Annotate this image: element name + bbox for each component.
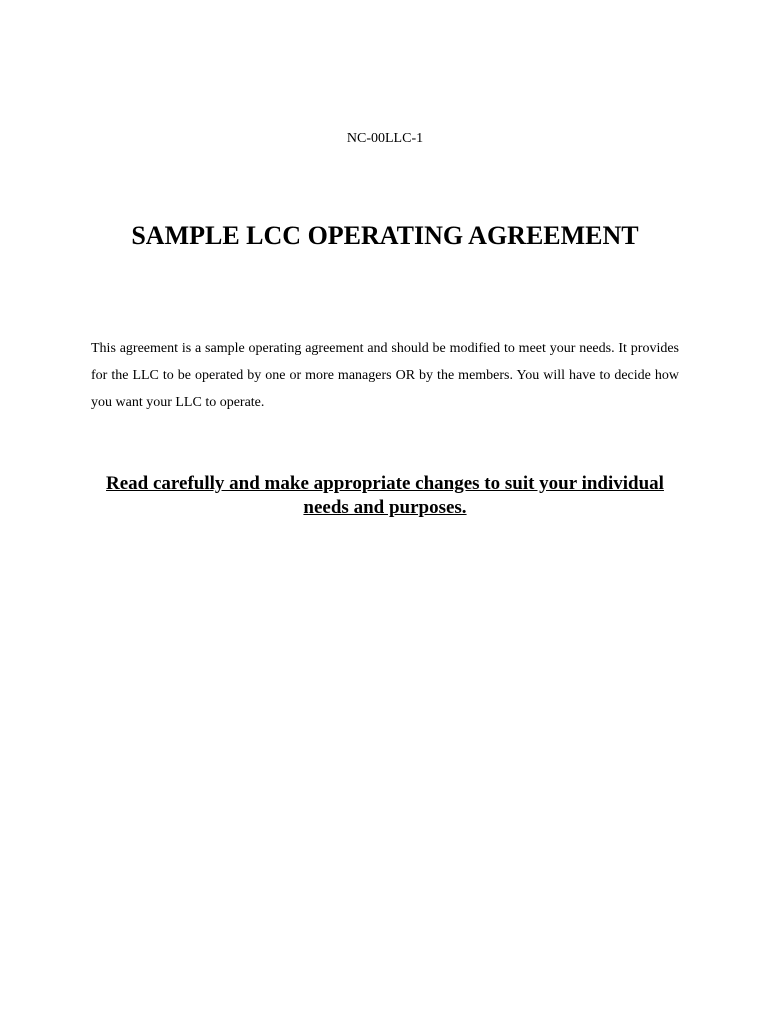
document-code: NC-00LLC-1 [346,131,424,146]
document-title: SAMPLE LCC OPERATING AGREEMENT [131,221,639,250]
instruction-notice: Read carefully and make appropriate changes to suit your individual needs and purposes. [106,473,664,518]
intro-paragraph: This agreement is a sample operating agreement and should be modified to meet your needs. It provides for the LLC to be operated by one or more managers OR by the members. You will have to decide how you want your LLC to operate. [91,341,679,410]
